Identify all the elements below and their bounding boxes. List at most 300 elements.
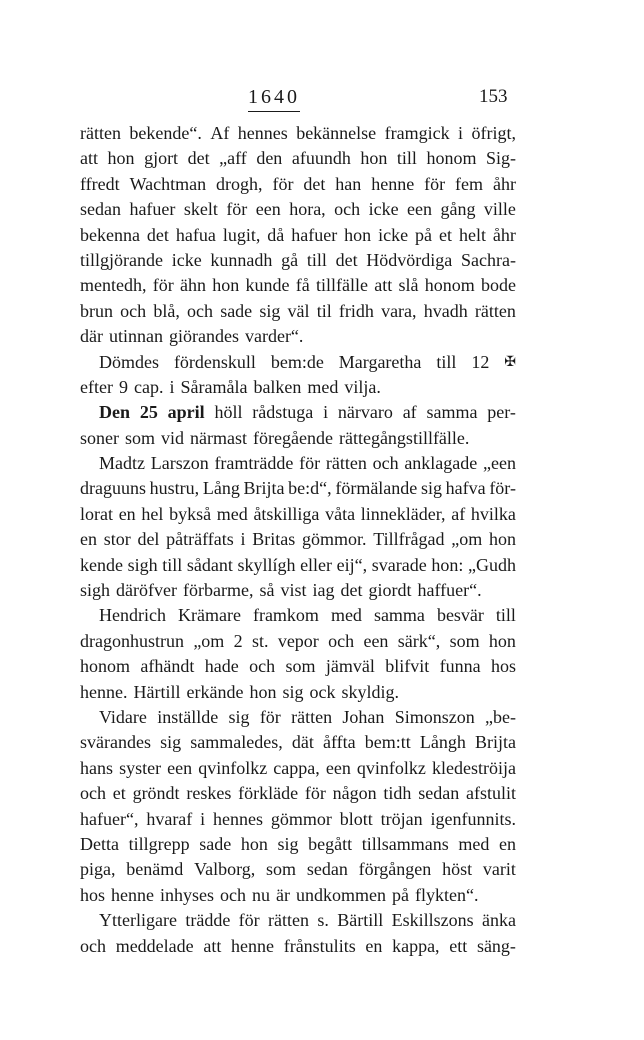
word: hon xyxy=(107,148,135,169)
word: 9 xyxy=(118,376,128,397)
word: giörandes xyxy=(168,326,239,347)
word: att xyxy=(80,148,98,169)
word: sig xyxy=(277,833,299,854)
word: med xyxy=(216,503,248,524)
word: för xyxy=(259,706,281,727)
word: henne xyxy=(111,884,154,905)
word: lorat xyxy=(80,503,113,524)
word: bykså xyxy=(169,503,212,524)
word: Brijta xyxy=(243,478,285,499)
word: en xyxy=(365,935,383,956)
word: Detta xyxy=(80,833,119,854)
text-line xyxy=(80,603,516,628)
word: hennes xyxy=(213,808,264,829)
text-line xyxy=(80,680,516,705)
word: Margaretha xyxy=(338,351,422,372)
word: hade xyxy=(204,656,239,677)
word: och xyxy=(187,300,214,321)
word: af xyxy=(451,503,466,524)
word: säng- xyxy=(476,935,516,956)
word: fem xyxy=(455,173,484,194)
word: et xyxy=(439,224,452,245)
word: tillgjörande xyxy=(80,249,163,270)
word: och xyxy=(328,630,355,651)
word: änka xyxy=(481,910,516,931)
word: att xyxy=(203,935,222,956)
word: fördenskull xyxy=(173,351,256,372)
word: henne. xyxy=(80,681,128,702)
word: trädde xyxy=(185,910,231,931)
word: rätten xyxy=(325,453,367,474)
word: Såramåla xyxy=(180,376,248,397)
text-line xyxy=(80,934,516,959)
word: sådant xyxy=(186,554,233,575)
word: april xyxy=(167,402,205,423)
word: haffuer“. xyxy=(417,580,482,601)
word: gjort xyxy=(144,148,179,169)
word: varit xyxy=(482,859,516,880)
word: et xyxy=(112,783,126,804)
word: till xyxy=(495,605,516,626)
word: kappa, xyxy=(392,935,440,956)
word: kledeströija xyxy=(431,757,516,778)
text-line xyxy=(80,705,516,730)
word: svarade xyxy=(371,554,427,575)
word: som xyxy=(449,630,480,651)
word: Wachtman xyxy=(129,173,207,194)
word: Långh xyxy=(419,732,466,753)
word: vid xyxy=(161,427,185,448)
word: hel xyxy=(141,503,164,524)
text-line xyxy=(80,197,516,222)
word: och xyxy=(372,453,399,474)
word: att xyxy=(374,275,393,296)
text-line xyxy=(80,883,516,908)
page-body-text xyxy=(80,121,516,959)
text-line xyxy=(80,857,516,882)
word: närmast xyxy=(190,427,248,448)
text-line xyxy=(80,223,516,248)
word: däröfver xyxy=(116,580,177,601)
word: gå xyxy=(281,249,299,270)
word: i xyxy=(200,808,206,829)
word: för xyxy=(299,453,321,474)
word: Johan xyxy=(342,706,385,727)
text-line xyxy=(80,248,516,273)
word: Af xyxy=(210,123,230,143)
word: Larszon xyxy=(150,453,209,474)
word: samma xyxy=(373,605,425,626)
word: det xyxy=(303,173,326,194)
word: med xyxy=(458,833,490,854)
word: een xyxy=(407,199,433,220)
word: meddelade xyxy=(115,935,194,956)
word: och xyxy=(249,656,276,677)
word: hvilka xyxy=(470,503,516,524)
word: sig xyxy=(420,478,442,499)
word: soner xyxy=(80,427,119,448)
word: Hendrich xyxy=(99,605,166,626)
text-line xyxy=(80,553,516,578)
word: gång xyxy=(440,199,476,220)
word: den xyxy=(256,148,283,169)
text-line xyxy=(80,146,516,171)
word: rättegångstillfälle. xyxy=(338,427,470,448)
word: lugit, xyxy=(222,224,261,245)
word: sigh xyxy=(127,554,158,575)
text-line xyxy=(80,527,516,552)
word: stor xyxy=(103,529,131,550)
word: Brijta xyxy=(475,732,516,753)
word: eij“, xyxy=(336,554,368,575)
word: hon xyxy=(212,275,240,296)
text-line xyxy=(80,350,516,375)
word: qvinfolkz xyxy=(356,757,426,778)
word: vara, xyxy=(381,300,417,321)
word: det xyxy=(187,148,210,169)
word: hon: xyxy=(431,554,464,575)
word: „be- xyxy=(485,706,516,727)
word: een xyxy=(325,757,351,778)
word: gömmor. xyxy=(301,529,367,550)
word: bekännelse xyxy=(296,123,377,143)
word: skyldig. xyxy=(341,681,399,702)
word: drogh, xyxy=(216,173,263,194)
word: ffredt xyxy=(80,173,120,194)
word: som xyxy=(125,427,156,448)
word: een xyxy=(255,199,281,220)
word: skyllígh xyxy=(237,554,296,575)
word: bem:tt xyxy=(364,732,411,753)
word: hvadh xyxy=(423,300,468,321)
word: Bärtill xyxy=(337,910,384,931)
word: Sig- xyxy=(485,148,516,169)
word: Simonszon xyxy=(394,706,475,727)
word: hafua xyxy=(175,224,216,245)
word: iag xyxy=(312,580,335,601)
word: gömmor xyxy=(270,808,332,829)
word: som xyxy=(285,656,316,677)
word: s. xyxy=(317,910,329,931)
word: hafuer xyxy=(129,199,176,220)
text-line xyxy=(80,172,516,197)
word: hon xyxy=(344,224,372,245)
word: icke xyxy=(378,224,409,245)
word: vepor xyxy=(277,630,319,651)
word: Ytterligare xyxy=(99,910,177,931)
word: syster xyxy=(119,757,162,778)
word: hennes xyxy=(237,123,288,143)
word: hafuer xyxy=(291,224,338,245)
word: sig xyxy=(282,681,304,702)
word: är xyxy=(276,884,290,905)
word: förgången xyxy=(358,859,432,880)
word: sade xyxy=(199,833,232,854)
text-line xyxy=(80,730,516,755)
word: och xyxy=(120,300,147,321)
word: rätten xyxy=(291,706,333,727)
word: del xyxy=(137,529,160,550)
word: igenfunnits. xyxy=(430,808,516,829)
word: hon xyxy=(488,529,516,550)
word: afuundh xyxy=(291,148,351,169)
word: Härtill xyxy=(133,681,181,702)
word: ock xyxy=(309,681,336,702)
word: ✠ xyxy=(504,354,516,370)
word: bem:de xyxy=(270,351,324,372)
word: st. xyxy=(251,630,269,651)
word: Madtz xyxy=(99,453,145,474)
word: ähn xyxy=(179,275,206,296)
word: brun xyxy=(80,300,113,321)
word: vist xyxy=(280,580,307,601)
word: hon xyxy=(360,148,388,169)
word: qvinfolkz xyxy=(198,757,268,778)
word: hafuer“, xyxy=(80,808,139,829)
word: eller xyxy=(300,554,333,575)
word: rätten xyxy=(268,910,310,931)
word: efter xyxy=(80,376,113,397)
word: begått xyxy=(308,833,353,854)
word: svärandes xyxy=(80,732,151,753)
word: föregående xyxy=(253,427,333,448)
word: och xyxy=(80,935,106,956)
word: det xyxy=(146,224,169,245)
text-line xyxy=(80,476,516,501)
word: af xyxy=(402,402,417,423)
word: „om xyxy=(193,630,225,651)
word: nu xyxy=(252,884,270,905)
word: förbarme, xyxy=(182,580,254,601)
word: jämväl xyxy=(325,656,375,677)
word: närvaro xyxy=(337,402,393,423)
word: med xyxy=(307,376,339,397)
word: Sachra- xyxy=(461,249,516,270)
word: i xyxy=(169,376,175,397)
word: inställde xyxy=(157,706,219,727)
word: tröjan xyxy=(380,808,423,829)
word: påträffats xyxy=(166,529,234,550)
word: dragonhustrun xyxy=(80,630,184,651)
word: utinnan xyxy=(108,326,163,347)
word: och xyxy=(334,199,361,220)
word: undkommen xyxy=(295,884,386,905)
word: våta xyxy=(325,503,356,524)
word: och xyxy=(80,783,106,804)
word: frånstulits xyxy=(283,935,356,956)
word: sig xyxy=(259,300,281,321)
text-line xyxy=(80,121,516,146)
text-line xyxy=(80,832,516,857)
word: tillfälle xyxy=(315,275,368,296)
word: väl xyxy=(287,300,310,321)
word: sedan xyxy=(418,783,460,804)
word: sammaledes, xyxy=(190,732,283,753)
text-line xyxy=(80,756,516,781)
word: 25 xyxy=(139,402,158,423)
word: en xyxy=(80,529,97,550)
word: som xyxy=(266,859,297,880)
word: linnekläder, xyxy=(360,503,446,524)
word: til xyxy=(316,300,332,321)
text-line xyxy=(80,400,516,425)
word: be:d“, xyxy=(288,478,332,499)
word: ville xyxy=(483,199,516,220)
word: draguuns xyxy=(80,478,146,499)
word: blott xyxy=(339,808,373,829)
word: giordt xyxy=(368,580,412,601)
word: cap. xyxy=(133,376,164,397)
word: balken xyxy=(253,376,302,397)
text-line xyxy=(80,629,516,654)
word: vilja. xyxy=(344,376,381,397)
word: afhändt xyxy=(140,656,195,677)
word: „Gudh xyxy=(467,554,516,575)
word: för xyxy=(238,910,260,931)
word: öfrigt, xyxy=(471,123,516,143)
word: det xyxy=(340,580,363,601)
word: samma xyxy=(426,402,478,423)
word: åffta xyxy=(322,732,356,753)
word: Eskillszons xyxy=(391,910,474,931)
word: honom xyxy=(426,148,477,169)
word: helt xyxy=(458,224,486,245)
word: åhr xyxy=(492,224,516,245)
word: för xyxy=(424,173,446,194)
word: sedan xyxy=(306,859,348,880)
word: någon xyxy=(332,783,377,804)
word: med xyxy=(330,605,362,626)
word: på xyxy=(415,224,433,245)
word: för- xyxy=(489,478,516,499)
word: sedan xyxy=(80,199,121,220)
word: een xyxy=(167,757,193,778)
word: bode xyxy=(480,275,516,296)
word: „aff xyxy=(219,148,247,169)
word: „om xyxy=(451,529,483,550)
word: rådstuga xyxy=(252,402,314,423)
word: henne xyxy=(231,935,275,956)
word: gröndt xyxy=(132,783,180,804)
word: inhyses xyxy=(160,884,214,905)
text-line xyxy=(80,781,516,806)
word: Tillfrågad xyxy=(373,529,445,550)
word: hos xyxy=(80,884,106,905)
text-line xyxy=(80,578,516,603)
word: höst xyxy=(442,859,473,880)
word: kunde xyxy=(245,275,290,296)
word: bekenna xyxy=(80,224,140,245)
word: ett xyxy=(449,935,468,956)
word: framgick xyxy=(384,123,450,143)
word: åhr xyxy=(492,173,516,194)
text-line xyxy=(80,324,516,349)
word: till xyxy=(396,148,417,169)
word: hustru, xyxy=(149,478,200,499)
word: hos xyxy=(490,656,516,677)
text-line xyxy=(80,807,516,832)
word: sigh xyxy=(80,580,111,601)
word: kende xyxy=(80,554,123,575)
word: blå, xyxy=(153,300,180,321)
word: honom xyxy=(80,656,131,677)
word: särk“, xyxy=(397,630,441,651)
word: fridh xyxy=(338,300,374,321)
word: för xyxy=(272,173,294,194)
word: hans xyxy=(80,757,113,778)
word: för xyxy=(152,275,174,296)
word: 2 xyxy=(233,630,243,651)
word: så xyxy=(259,580,275,601)
word: dät xyxy=(291,732,314,753)
word: erkände xyxy=(186,681,244,702)
word: få xyxy=(295,275,310,296)
word: Lång xyxy=(202,478,240,499)
word: „een xyxy=(483,453,516,474)
word: Dömdes xyxy=(99,351,159,372)
word: Hödvördiga xyxy=(366,249,453,270)
word: Britas xyxy=(252,529,296,550)
word: sade xyxy=(220,300,253,321)
text-line xyxy=(80,273,516,298)
word: kunnadh xyxy=(210,249,273,270)
word: tidh xyxy=(383,783,412,804)
word: på xyxy=(391,884,409,905)
word: henne xyxy=(371,173,415,194)
text-line xyxy=(80,299,516,324)
word: flykten“. xyxy=(414,884,479,905)
word: honom xyxy=(424,275,475,296)
word: Vidare xyxy=(99,706,147,727)
word: per- xyxy=(487,402,516,423)
word: där xyxy=(80,326,103,347)
text-line xyxy=(80,908,516,933)
word: skelt xyxy=(183,199,218,220)
word: i xyxy=(323,402,329,423)
word: till xyxy=(162,554,183,575)
running-header-year: 1640 xyxy=(248,86,300,112)
word: framkom xyxy=(252,605,319,626)
text-line xyxy=(80,654,516,679)
word: Valborg, xyxy=(194,859,256,880)
word: besvär xyxy=(436,605,484,626)
word: hafva xyxy=(445,478,486,499)
word: höll xyxy=(214,402,243,423)
word: åtskilliga xyxy=(253,503,320,524)
word: hon xyxy=(240,833,268,854)
word: mentedh, xyxy=(80,275,147,296)
word: een xyxy=(363,630,389,651)
word: hora, xyxy=(289,199,326,220)
word: icke xyxy=(368,199,399,220)
text-line xyxy=(80,451,516,476)
word: framträdde xyxy=(214,453,294,474)
word: sig xyxy=(160,732,182,753)
word: till xyxy=(436,351,457,372)
word: i xyxy=(240,529,246,550)
word: rätten xyxy=(80,123,121,143)
word: hon xyxy=(249,681,277,702)
word: funna xyxy=(439,656,481,677)
word: icke xyxy=(171,249,202,270)
text-line xyxy=(80,502,516,527)
word: till xyxy=(306,249,327,270)
word: varder“. xyxy=(244,326,304,347)
word: sig xyxy=(228,706,250,727)
page-number: 153 xyxy=(479,86,508,107)
word: hon xyxy=(488,630,516,651)
text-line xyxy=(80,375,516,400)
